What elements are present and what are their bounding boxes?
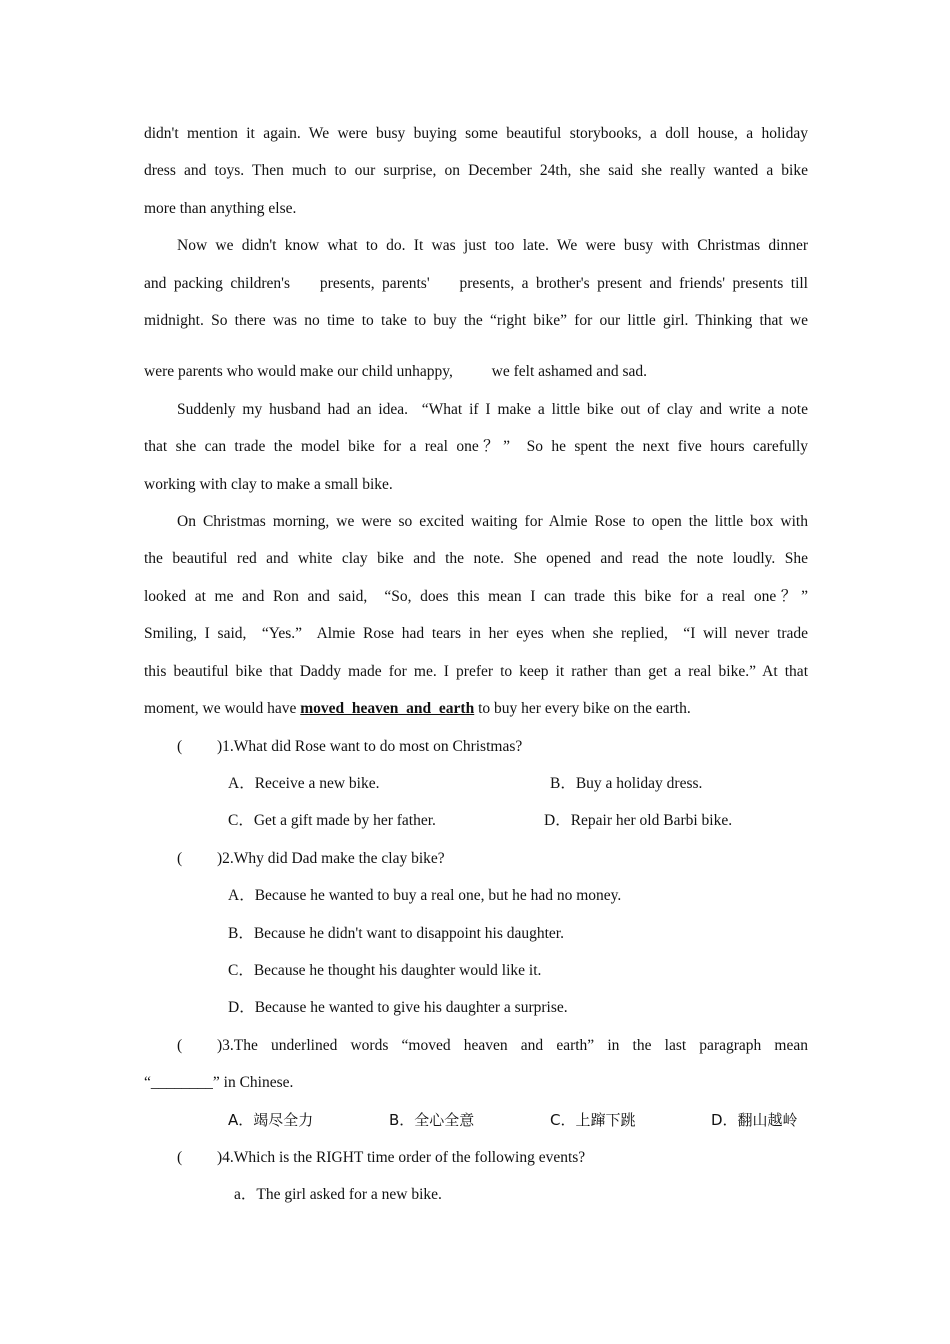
underlined-phrase: moved heaven and earth (300, 700, 475, 718)
passage-line: Suddenly my husband had an idea. “What if I make a little bike out of clay and write a note (177, 400, 808, 418)
passage-line: more than anything else. (144, 199, 297, 217)
options-row (144, 802, 808, 839)
options-row (144, 1102, 808, 1139)
passage-line: this beautiful bike that Daddy made for me. I prefer to keep it rather than get a real bike.” At that (144, 662, 808, 680)
question-text: )3.The underlined words “moved heaven and earth” in the last paragraph mean (217, 1036, 808, 1054)
passage-line: working with clay to make a small bike. (144, 475, 393, 493)
passage-line: On Christmas morning, we were so excited waiting for Almie Rose to open the little box with (177, 513, 808, 531)
event-item-a: a．The girl asked for a new bike. (234, 1186, 442, 1204)
passage-paragraph-1 (144, 115, 808, 227)
question-stem (144, 840, 808, 877)
option-b[interactable]: B．Buy a holiday dress. (550, 774, 703, 792)
question-stem (144, 1139, 808, 1176)
question-text: )4.Which is the RIGHT time order of the following events? (217, 1148, 586, 1166)
question-stem (144, 1027, 808, 1064)
passage-paragraph-4 (144, 503, 808, 727)
answer-bracket[interactable]: ( (177, 737, 183, 755)
option-c[interactable]: C．Get a gift made by her father. (228, 812, 436, 830)
answer-bracket[interactable]: ( (177, 1036, 183, 1054)
question-3 (144, 1027, 808, 1139)
option-b[interactable]: B．Because he didn't want to disappoint his daughter. (228, 924, 564, 942)
answer-bracket[interactable]: ( (177, 1148, 183, 1166)
option-d[interactable]: D．翻山越岭 (711, 1110, 798, 1129)
passage-line: and packing children's presents, parents' presents, a brother's present and friends' presents till (144, 274, 808, 292)
passage-paragraph-2 (144, 227, 808, 391)
question-2 (144, 840, 808, 1027)
question-4 (144, 1139, 808, 1214)
passage-paragraph-3 (144, 391, 808, 503)
passage-text: to buy her every bike on the earth. (474, 700, 691, 718)
passage-line: were parents who would make our child unhappy, we felt ashamed and sad. (144, 363, 648, 381)
passage-line: looked at me and Ron and said, “So, does this mean I can trade this bike for a real one？” (144, 587, 808, 605)
passage-text: moment, we would have (144, 700, 301, 718)
option-c[interactable]: C．上蹿下跳 (550, 1110, 636, 1129)
option-c[interactable]: C．Because he thought his daughter would like it. (228, 961, 542, 979)
option-d[interactable]: D．Because he wanted to give his daughter a surprise. (228, 999, 568, 1017)
question-1 (144, 728, 808, 840)
answer-bracket[interactable]: ( (177, 849, 183, 867)
question-text: )2.Why did Dad make the clay bike? (217, 849, 445, 867)
options-row (144, 765, 808, 802)
option-a[interactable]: A．Because he wanted to buy a real one, but he had no money. (228, 887, 622, 905)
passage-line: didn't mention it again. We were busy buying some beautiful storybooks, a doll house, a holiday (144, 125, 808, 142)
question-text: )1.What did Rose want to do most on Christmas? (217, 737, 523, 755)
passage-line: that she can trade the model bike for a real one？” So he spent the next five hours carefully (144, 438, 808, 456)
passage-line: Now we didn't know what to do. It was just too late. We were busy with Christmas dinner (177, 237, 808, 255)
passage-line: midnight. So there was no time to take to buy the “right bike” for our little girl. Thinking that we (144, 312, 808, 330)
passage-line: the beautiful red and white clay bike and the note. She opened and read the note loudly. She (144, 550, 808, 568)
option-a[interactable]: A．Receive a new bike. (228, 774, 380, 792)
passage-line: Smiling, I said, “Yes.” Almie Rose had tears in her eyes when she replied, “I will never trade (144, 625, 808, 643)
option-b[interactable]: B．全心全意 (389, 1110, 475, 1129)
question-stem-continued: “________” in Chinese. (144, 1074, 294, 1092)
reading-content (144, 115, 808, 1214)
passage-line (144, 690, 808, 727)
option-d[interactable]: D．Repair her old Barbi bike. (544, 812, 733, 830)
option-a[interactable]: A．竭尽全力 (228, 1110, 314, 1129)
question-stem (144, 728, 808, 765)
passage-line: dress and toys. Then much to our surprise, on December 24th, she said she really wanted a bike (144, 162, 808, 180)
